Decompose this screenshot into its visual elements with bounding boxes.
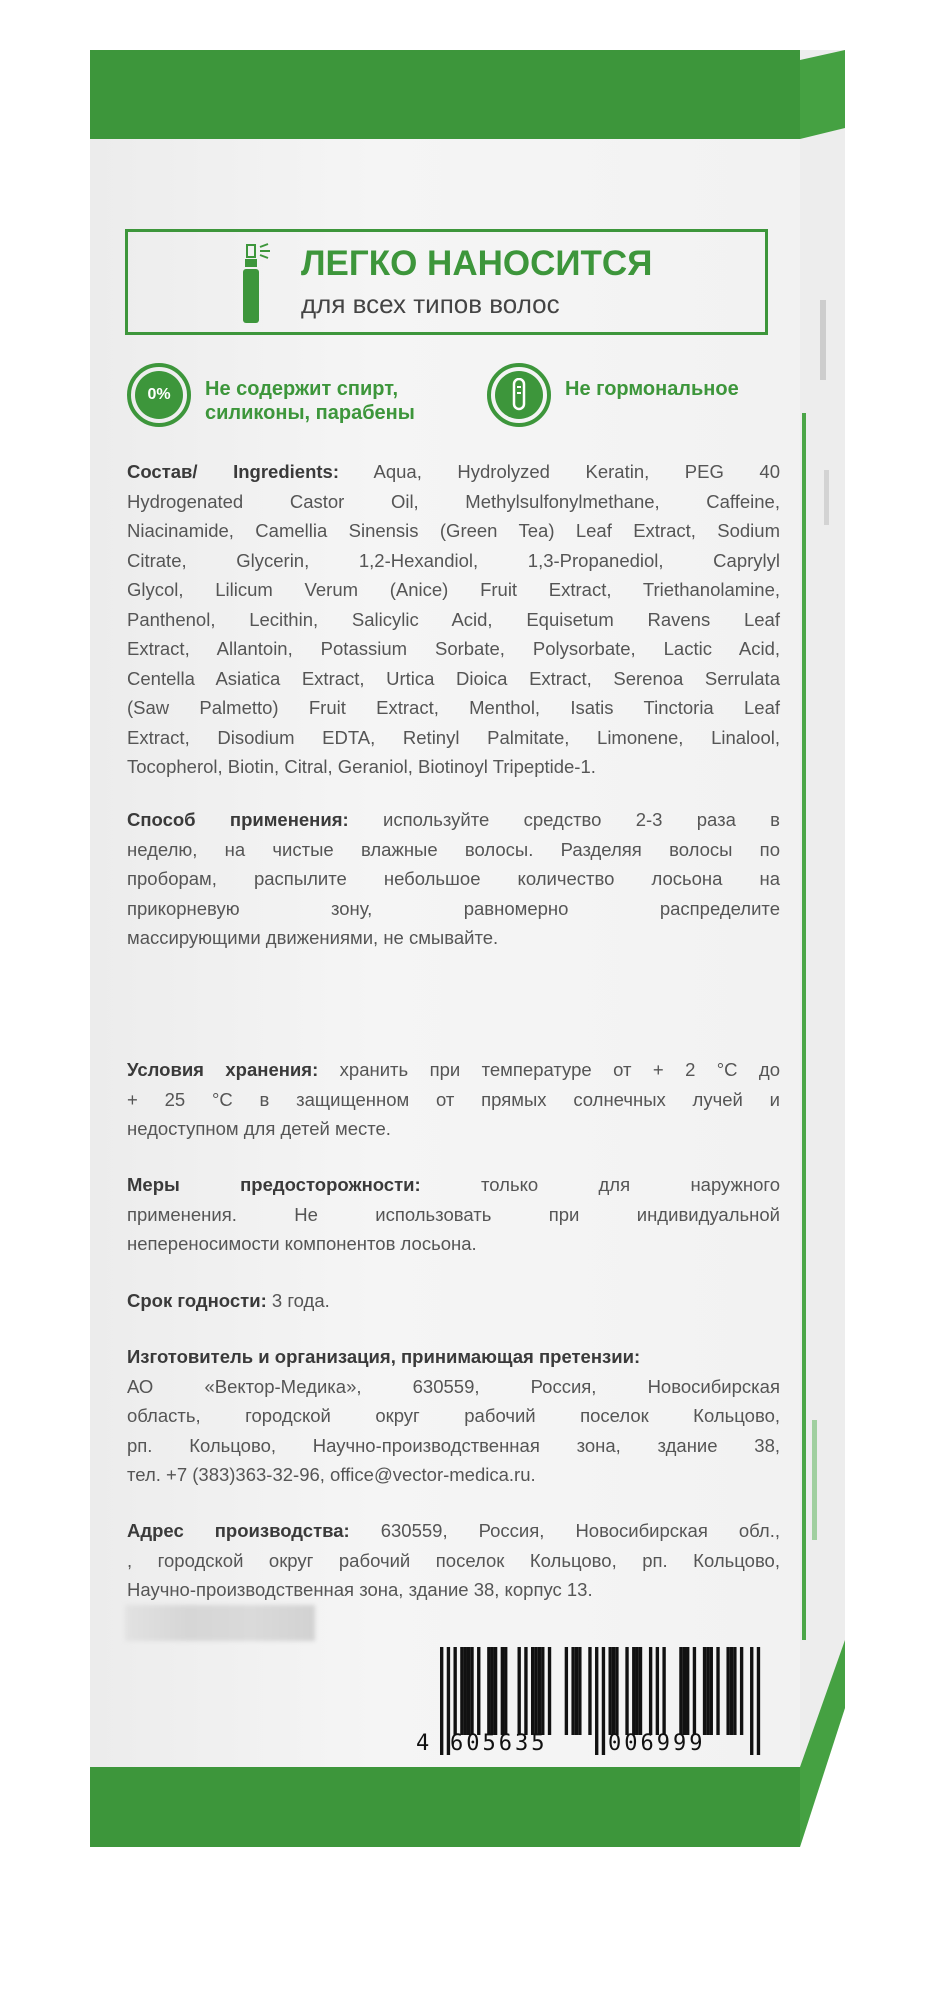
section-text: 630559, Россия, Новосибирская обл.,	[380, 1520, 780, 1541]
side-green-stripe	[802, 413, 806, 1640]
text-line	[127, 546, 780, 576]
section-label: Меры предосторожности:	[127, 1174, 421, 1195]
side-top-green	[800, 50, 845, 139]
text-line	[127, 1516, 780, 1546]
barcode-bar	[588, 1647, 591, 1735]
section-label: Адрес производства:	[127, 1520, 350, 1541]
barcode-bar	[706, 1647, 709, 1735]
text-line	[127, 1114, 780, 1144]
barcode-bar	[501, 1647, 504, 1735]
section-text: Aqua, Hydrolyzed Keratin, PEG 40	[373, 461, 780, 482]
section-text: непереносимости компонентов лосьона.	[127, 1233, 477, 1254]
barcode-bar	[703, 1647, 706, 1735]
section-text: недоступном для детей месте.	[127, 1118, 391, 1139]
barcode-bar	[635, 1647, 638, 1735]
barcode-bar	[716, 1647, 719, 1735]
barcode-bar	[750, 1647, 753, 1755]
zero-percent-label: 0%	[135, 371, 183, 419]
barcode-bar	[531, 1647, 534, 1735]
section-text: Tocopherol, Biotin, Citral, Geraniol, Biotinoyl Tripeptide-1.	[127, 756, 596, 777]
barcode-bar	[686, 1647, 689, 1735]
section-text: прикорневую зону, равномерно распределите	[127, 897, 780, 919]
text-line	[127, 575, 780, 605]
barcode-bar	[757, 1647, 760, 1755]
barcode-bar	[609, 1647, 612, 1735]
section-storage	[127, 1055, 780, 1144]
side-green-text	[812, 1420, 817, 1540]
section-text: АО «Вектор-Медика», 630559, Россия, Новосибирская	[127, 1375, 780, 1397]
side-logo-text	[824, 470, 829, 525]
section-text: 3 года.	[271, 1290, 330, 1311]
barcode-bar	[649, 1647, 652, 1735]
text-line	[127, 1170, 780, 1200]
text-line	[127, 1229, 780, 1259]
text-line	[127, 457, 780, 487]
text-line	[127, 1401, 780, 1431]
barcode-bar	[602, 1647, 605, 1755]
section-text: используйте средство 2-3 раза в	[382, 809, 781, 830]
text-line	[127, 1460, 780, 1490]
barcode-bar	[639, 1647, 642, 1735]
barcode-bar	[730, 1647, 733, 1735]
barcode-bar	[470, 1647, 473, 1735]
barcode-bar	[538, 1647, 541, 1735]
badge-line: Не содержит спирт,	[205, 378, 399, 400]
section-text: Niacinamide, Camellia Sinensis (Green Tea) Leaf Extract, Sodium	[127, 520, 780, 541]
text-line	[127, 1342, 780, 1372]
section-text: Научно-производственная зона, здание 38, корпус 13.	[127, 1579, 593, 1600]
section-text: тел. +7 (383)363-32-96, office@vector-medica.ru.	[127, 1464, 536, 1485]
section-text: Citrate, Glycerin, 1,2-Hexandiol, 1,3-Propanediol, Caprylyl	[127, 549, 780, 571]
barcode-bar	[693, 1647, 696, 1735]
section-text: (Saw Palmetto) Fruit Extract, Menthol, Isatis Tinctoria Leaf	[127, 697, 780, 718]
text-line	[127, 516, 780, 546]
barcode-bar	[518, 1647, 521, 1735]
barcode-bar	[460, 1647, 463, 1735]
barcode-digits-left: 605635	[450, 1731, 548, 1756]
text-line	[127, 723, 780, 753]
non-hormonal-claim	[565, 377, 739, 401]
section-text: область, городской округ рабочий поселок Кольцово,	[127, 1405, 780, 1426]
text-line	[127, 1055, 780, 1085]
text-line	[127, 634, 780, 664]
section-text: Hydrogenated Castor Oil, Methylsulfonylmethane, Caffeine,	[127, 490, 780, 512]
barcode-bar	[467, 1647, 470, 1735]
barcode-bar	[524, 1647, 527, 1735]
barcode-bar	[679, 1647, 682, 1735]
barcode-bar	[548, 1647, 551, 1735]
side-logo-text	[820, 300, 826, 380]
barcode-bar	[491, 1647, 494, 1735]
test-tube-glyph	[511, 378, 527, 412]
section-label: Изготовитель и организация, принимающая претензии:	[127, 1346, 641, 1367]
text-line	[127, 894, 780, 924]
barcode-bar	[453, 1647, 456, 1735]
section-text: Glycol, Lilicum Verum (Anice) Fruit Extract, Triethanolamine,	[127, 579, 780, 600]
text-line	[127, 1286, 780, 1316]
text-line	[127, 1200, 780, 1230]
barcode-bar	[534, 1647, 537, 1735]
test-tube-icon-fill	[495, 371, 543, 419]
text-line	[127, 1575, 780, 1605]
section-text: Centella Asiatica Extract, Urtica Dioica Extract, Serenoa Serrulata	[127, 667, 780, 689]
barcode-digits-right: 006999	[608, 1731, 706, 1756]
barcode-bar	[578, 1647, 581, 1735]
section-text: , городской округ рабочий поселок Кольцово, рп. Кольцово,	[127, 1549, 780, 1571]
barcode-bar	[625, 1647, 628, 1735]
text-line	[127, 487, 780, 517]
text-line	[127, 1085, 780, 1115]
blurred-batch-info	[125, 1605, 315, 1641]
text-line	[127, 835, 780, 865]
barcode-bar	[683, 1647, 686, 1735]
text-line	[127, 923, 780, 953]
text-line	[127, 664, 780, 694]
section-text: хранить при температуре от + 2 °С до	[339, 1059, 781, 1080]
claim-subtitle: для всех типов волос	[301, 289, 560, 319]
section-precautions	[127, 1170, 780, 1259]
text-line	[127, 1431, 780, 1461]
barcode-bar	[740, 1647, 743, 1735]
section-text: рп. Кольцово, Научно-производственная зона, здание 38,	[127, 1434, 780, 1456]
badge-line: Не гормональное	[565, 378, 739, 400]
section-shelf-life	[127, 1286, 780, 1316]
section-label: Способ применения:	[127, 809, 349, 830]
barcode-bar	[494, 1647, 497, 1735]
text-line	[127, 805, 780, 835]
barcode-bar	[565, 1647, 568, 1735]
barcode-bar	[733, 1647, 736, 1735]
section-text: только для наружного	[481, 1174, 780, 1195]
section-label: Состав/ Ingredients:	[127, 461, 339, 482]
text-line	[127, 693, 780, 723]
text-line	[127, 864, 780, 894]
section-text: неделю, на чистые влажные волосы. Разделяя волосы по	[127, 838, 780, 860]
barcode-digit-first: 4	[416, 1731, 433, 1756]
text-line	[127, 752, 780, 782]
barcode-bar	[595, 1647, 598, 1755]
section-text: применения. Не использовать при индивидуальной	[127, 1203, 780, 1225]
barcode-bar	[440, 1647, 443, 1755]
barcode-bar	[541, 1647, 544, 1735]
barcode-bar	[571, 1647, 574, 1735]
barcode-bar	[464, 1647, 467, 1735]
section-usage	[127, 805, 780, 953]
section-manufacturer	[127, 1342, 780, 1490]
barcode-bar	[726, 1647, 729, 1735]
badge-line: силиконы, парабены	[205, 402, 415, 424]
claim-title: ЛЕГКО НАНОСИТСЯ	[301, 244, 653, 283]
section-text: Extract, Allantoin, Potassium Sorbate, Polysorbate, Lactic Acid,	[127, 638, 780, 659]
section-text: массирующими движениями, не смывайте.	[127, 927, 499, 948]
spray-bottle-icon	[240, 243, 274, 325]
barcode-bar	[632, 1647, 635, 1735]
section-ingredients	[127, 457, 780, 782]
test-tube-icon	[487, 363, 551, 427]
section-text: Extract, Disodium EDTA, Retinyl Palmitate, Limonene, Linalool,	[127, 726, 780, 748]
section-text: проборам, распылите небольшое количество лосьона на	[127, 868, 780, 889]
barcode-bar	[575, 1647, 578, 1735]
barcode-bar	[477, 1647, 480, 1735]
barcode-bar	[710, 1647, 713, 1735]
section-label: Срок годности:	[127, 1290, 267, 1311]
barcode-bar	[656, 1647, 659, 1735]
barcode-bar	[612, 1647, 615, 1735]
text-line	[127, 1372, 780, 1402]
zero-percent-icon	[127, 363, 191, 427]
section-text: Panthenol, Lecithin, Salicylic Acid, Equisetum Ravens Leaf	[127, 608, 780, 630]
barcode-bar	[662, 1647, 665, 1735]
text-line	[127, 605, 780, 635]
section-text: + 25 °С в защищенном от прямых солнечных лучей и	[127, 1088, 780, 1110]
no-alcohol-claim	[205, 377, 415, 425]
text-line	[127, 1546, 780, 1576]
barcode-bar	[615, 1647, 618, 1735]
section-production-address	[127, 1516, 780, 1605]
barcode-bar	[504, 1647, 507, 1735]
barcode-bar	[487, 1647, 490, 1735]
section-label: Условия хранения:	[127, 1059, 319, 1080]
